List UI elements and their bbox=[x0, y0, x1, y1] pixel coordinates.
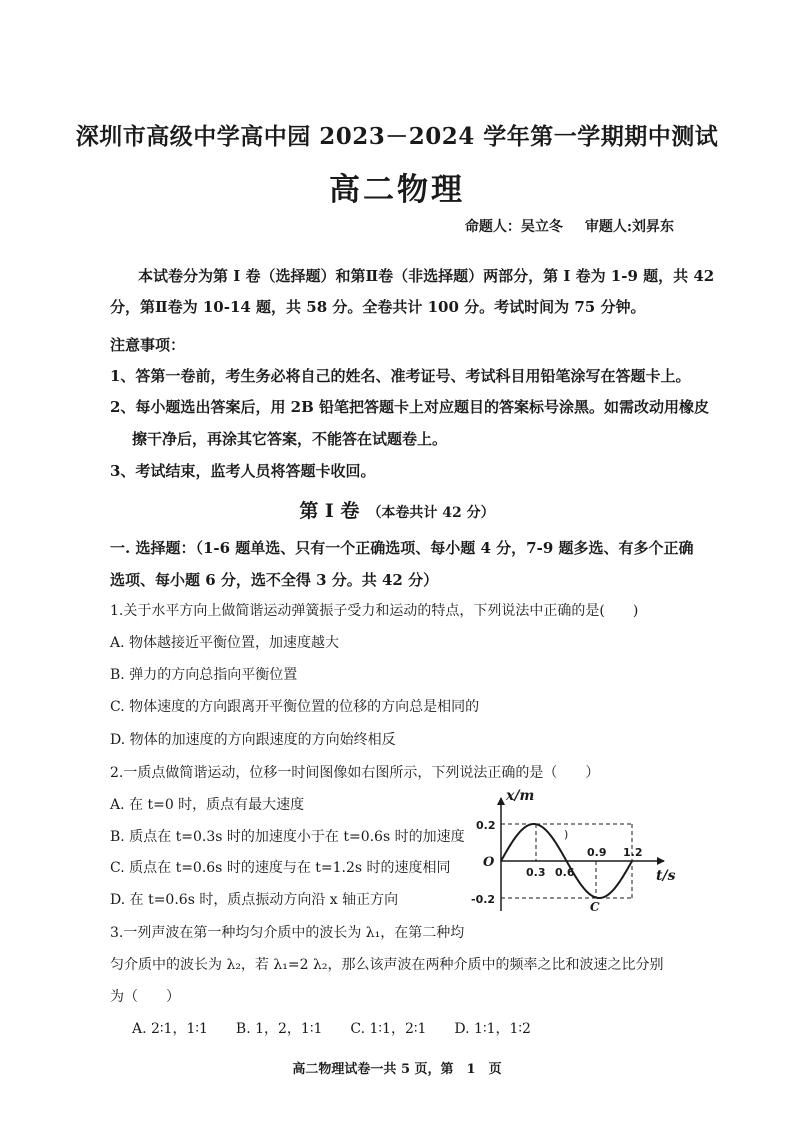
x-axis-label: t/s bbox=[656, 868, 676, 884]
q1-option-b: B. 弹力的方向总指向平衡位置 bbox=[110, 667, 298, 683]
subject-title: 高二物理 bbox=[329, 172, 465, 208]
q2-option-a: A. 在 t=0 时，质点有最大速度 bbox=[110, 797, 305, 813]
section-title: 第 I 卷 bbox=[299, 500, 360, 522]
section-score-note: （本卷共计 42 分） bbox=[367, 505, 495, 521]
choice-instructions-line-1: 一. 选择题：（1-6 题单选、只有一个正确选项、每小题 4 分，7-9 题多选、有多个正确 bbox=[110, 539, 694, 557]
q3-options: A. 2∶1，1∶1 B. 1，2，1∶1 C. 1∶1，2∶1 D. 1∶1，1∶2 bbox=[132, 1021, 531, 1037]
point-c-label: C bbox=[590, 900, 600, 914]
q2-option-c: C. 质点在 t=0.6s 时的速度与在 t=1.2s 时的速度相同 bbox=[110, 860, 451, 876]
intro-line-2: 分，第Ⅱ卷为 10-14 题，共 58 分。全卷共计 100 分。考试时间为 75 分钟。 bbox=[110, 298, 646, 316]
page-footer: 高二物理试卷一共 5 页，第 1 页 bbox=[292, 1062, 502, 1077]
notice-item-2-line-1: 2、每小题选出答案后，用 2B 铅笔把答题卡上对应题目的答案标号涂黑。如需改动用橡皮 bbox=[110, 398, 710, 416]
y-tick-pos: 0.2 bbox=[476, 819, 496, 832]
y-axis-label: x/m bbox=[506, 788, 535, 804]
notice-item-2-line-2: 擦干净后，再涂其它答案，不能答在试题卷上。 bbox=[132, 430, 448, 448]
q1-stem: 1.关于水平方向上做简谐运动弹簧振子受力和运动的特点，下列说法中正确的是( ) bbox=[110, 603, 639, 619]
section-heading bbox=[0, 496, 794, 523]
x-tick-0.6: 0.6 bbox=[555, 866, 575, 879]
q1-option-c: C. 物体速度的方向跟离开平衡位置的位移的方向总是相同的 bbox=[110, 699, 480, 715]
notice-heading: 注意事项： bbox=[110, 336, 186, 354]
q3-line-3: 为（ ） bbox=[110, 989, 180, 1005]
question-reviewer: 审题人:刘昇东 bbox=[584, 219, 674, 235]
y-tick-neg: -0.2 bbox=[471, 893, 496, 906]
question-setter: 命题人：吴立冬 bbox=[464, 219, 563, 235]
notice-item-1: 1、答第一卷前，考生务必将自己的姓名、准考证号、考试科目用铅笔涂写在答题卡上。 bbox=[110, 367, 691, 385]
x-tick-0.9: 0.9 bbox=[587, 846, 607, 859]
q3-line-2: 匀介质中的波长为 λ₂，若 λ₁=2 λ₂，那么该声波在两种介质中的频率之比和波速之比分别 bbox=[110, 957, 664, 973]
displacement-time-graph bbox=[466, 786, 678, 916]
q2-stem: 2.一质点做简谐运动，位移一时间图像如右图所示，下列说法正确的是（ ） bbox=[110, 765, 600, 781]
exam-title: 深圳市高级中学高中园 2023－2024 学年第一学期期中测试 bbox=[75, 123, 719, 150]
x-tick-1.2: 1.2 bbox=[623, 846, 643, 859]
choice-instructions-line-2: 选项、每小题 6 分，选不全得 3 分。共 42 分） bbox=[110, 571, 439, 589]
intro-line-1: 本试卷分为第 I 卷（选择题）和第Ⅱ卷（非选择题）两部分，第 I 卷为 1-9 题，共 42 bbox=[138, 267, 715, 285]
x-tick-0.3: 0.3 bbox=[526, 866, 546, 879]
curve-mark: ) bbox=[564, 828, 569, 841]
q2-option-d: D. 在 t=0.6s 时，质点振动方向沿 x 轴正方向 bbox=[110, 892, 399, 908]
q3-line-1: 3.一列声波在第一种均匀介质中的波长为 λ₁，在第二种均 bbox=[110, 925, 465, 941]
origin-label: O bbox=[483, 855, 495, 870]
q1-option-d: D. 物体的加速度的方向跟速度的方向始终相反 bbox=[110, 732, 396, 748]
q2-option-b: B. 质点在 t=0.3s 时的加速度小于在 t=0.6s 时的加速度 bbox=[110, 829, 465, 845]
author-line bbox=[465, 216, 674, 236]
notice-item-3: 3、考试结束，监考人员将答题卡收回。 bbox=[110, 462, 376, 480]
q1-option-a: A. 物体越接近平衡位置，加速度越大 bbox=[110, 635, 340, 651]
